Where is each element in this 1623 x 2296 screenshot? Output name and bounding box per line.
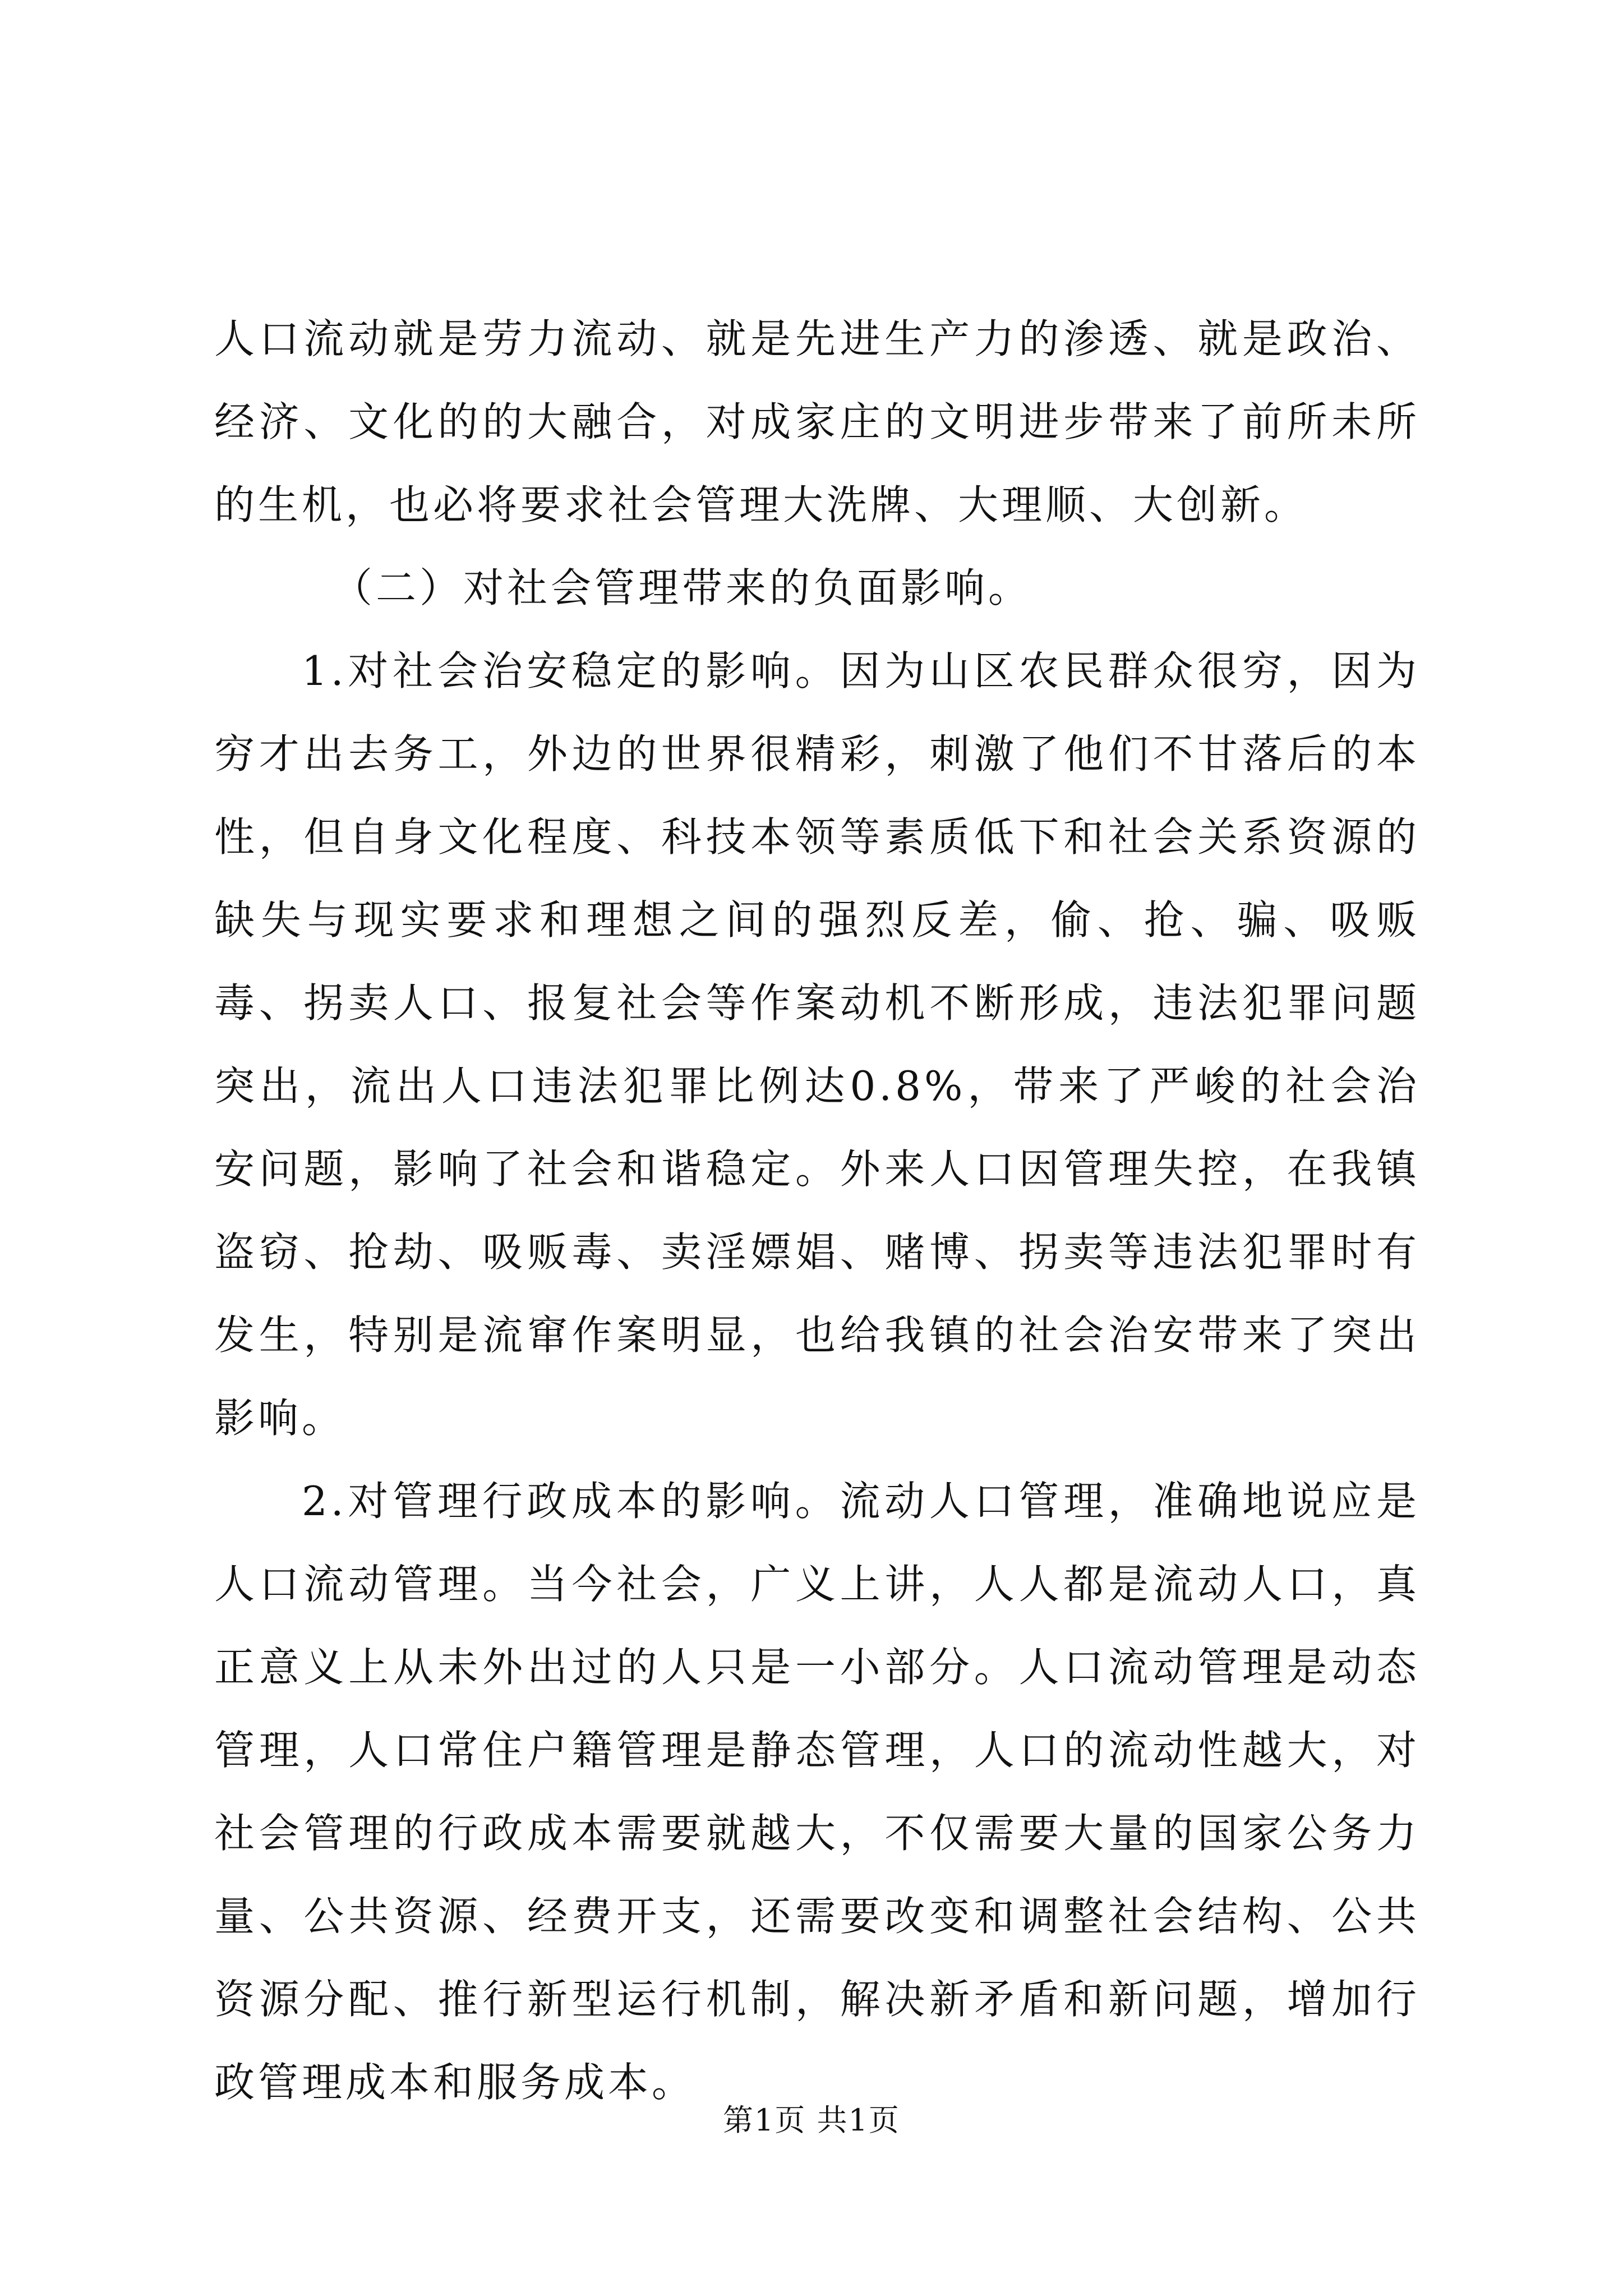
- paragraph-1: 人口流动就是劳力流动、就是先进生产力的渗透、就是政治、经济、文化的的大融合，对成家庄的文明进步带来了前所未所的生机，也必将要求社会管理大洗牌、大理顺、大创新。: [214, 315, 1420, 528]
- document-body: [214, 297, 1420, 2124]
- page-footer: [0, 2101, 1623, 2140]
- paragraph-3: 2.对管理行政成本的影响。流动人口管理，准确地说应是人口流动管理。当今社会，广义上讲，人人都是流动人口，真正意义上从未外出过的人只是一小部分。人口流动管理是动态管理，人口常住户籍管理是静态管理，人口的流动性越大，对社会管理的行政成本需要就越大，不仅需要大量的国家公务力量、公共资源、经费开支，还需要改变和调整社会结构、公共资源分配、推行新型运行机制，解决新矛盾和新问题，增加行政管理成本和服务成本。: [214, 1478, 1420, 2106]
- page-number-label: 第1页 共1页: [723, 2102, 900, 2138]
- section-heading: （二）对社会管理带来的负面影响。: [332, 564, 1032, 611]
- paragraph-2: 1.对社会治安稳定的影响。因为山区农民群众很穷，因为穷才出去务工，外边的世界很精彩，刺激了他们不甘落后的本性，但自身文化程度、科技本领等素质低下和社会关系资源的缺失与现实要求和理想之间的强烈反差，偷、抢、骗、吸贩毒、拐卖人口、报复社会等作案动机不断形成，违法犯罪问题突出，流出人口违法犯罪比例达0.8%，带来了严峻的社会治安问题，影响了社会和谐稳定。外来人口因管理失控，在我镇盗窃、抢劫、吸贩毒、卖淫嫖娼、赌博、拐卖等违法犯罪时有发生，特别是流窜作案明显，也给我镇的社会治安带来了突出影响。: [214, 647, 1420, 1442]
